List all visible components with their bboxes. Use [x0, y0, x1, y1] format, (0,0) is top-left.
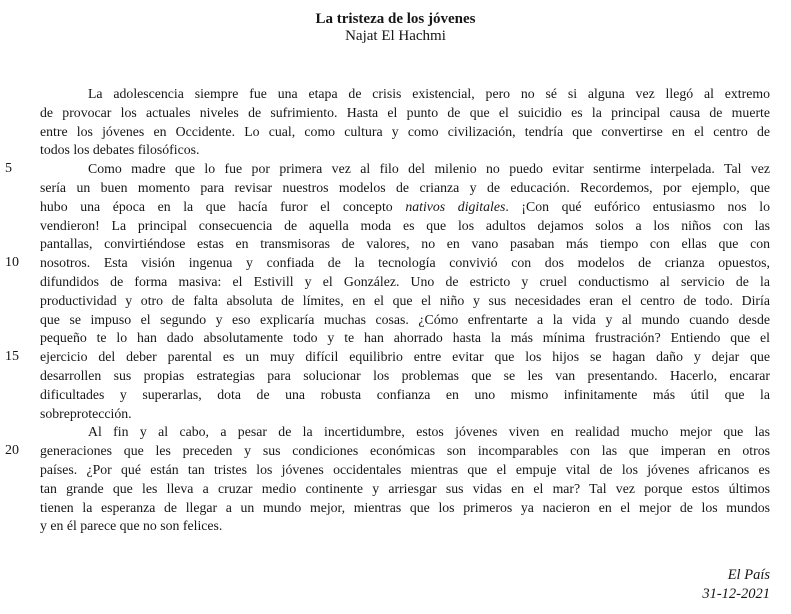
line-number	[0, 367, 40, 386]
line-text: ejercicio del deber parental es un muy difícil equilibrio entre evitar que los hijos se hagan daño y dejar que	[40, 349, 770, 365]
line-number: 10	[5, 255, 19, 271]
line-text: difundidos de forma masiva: el Estivill y el González. Uno de estricto y cruel conductismo al servicio de la	[40, 273, 770, 289]
text-body	[0, 85, 770, 536]
line-text: vendieron! La principal consecuencia de aquella moda es que los adultos dejamos solos a los niños con las	[40, 217, 770, 233]
line-text: tan grande que les lleva a cruzar medio continente y arriesgar sus vidas en el mar? Tal vez porque estos últimos	[40, 480, 770, 496]
line-number	[0, 386, 40, 405]
line-number	[0, 217, 40, 236]
line-number	[0, 499, 40, 518]
text-line	[0, 141, 770, 160]
text-line	[0, 480, 770, 499]
page-title: La tristeza de los jóvenes	[315, 11, 476, 27]
line-number	[0, 405, 40, 424]
line-number	[0, 104, 40, 123]
text-line	[0, 254, 770, 273]
line-number	[0, 179, 40, 198]
line-text: pequeño te lo han dado absolutamente todo y te han ahorrado hasta la más mínima frustración? Entiendo que el	[40, 330, 770, 346]
line-number	[0, 198, 40, 217]
source-date: 31-12-2021	[702, 586, 770, 603]
line-text: países. ¿Por qué están tan tristes los jóvenes occidentales mientras que el empuje vital de los jóvenes africanos es	[40, 461, 770, 477]
source-name: El País	[727, 567, 770, 584]
line-text: La adolescencia siempre fue una etapa de crisis existencial, pero no sé si alguna vez llegó al extremo	[88, 86, 770, 101]
line-text: sería un buen momento para revisar nuestros modelos de crianza y de educación. Recordemos, por ejemplo, que	[40, 179, 770, 195]
text-line	[0, 179, 770, 198]
line-text-segment: hubo una época en la que hacía furor el concepto	[40, 198, 406, 214]
line-number	[0, 141, 40, 160]
line-number	[0, 517, 40, 536]
text-line	[0, 405, 770, 424]
line-number	[0, 461, 40, 480]
text-line	[0, 442, 770, 461]
text-line	[0, 348, 770, 367]
text-line	[0, 160, 770, 179]
line-text: desarrollen sus propias estrategias para solucionar los problemas que se les van presentando. Hacerlo, encarar	[40, 367, 770, 383]
text-line	[0, 273, 770, 292]
line-number	[0, 273, 40, 292]
line-text: de provocar los actuales niveles de sufrimiento. Hasta el punto de que el suicidio es la principal causa de muerte	[40, 104, 770, 120]
line-text: productividad y otro de falta absoluta de límites, en el que el niño y sus necesidades eran el centro de todo. Diría	[40, 292, 770, 308]
text-line	[0, 198, 770, 217]
line-number: 5	[5, 161, 12, 177]
document-header	[0, 0, 791, 45]
text-line	[0, 217, 770, 236]
line-text: Al fin y al cabo, a pesar de la incertidumbre, estos jóvenes viven en realidad mucho mejor que las	[88, 424, 770, 440]
text-line	[0, 461, 770, 480]
line-text-segment: . ¡Con qué eufórico entusiasmo nos lo	[505, 198, 771, 214]
italic-term: nativos digitales	[405, 198, 506, 214]
text-line	[0, 311, 770, 330]
line-text: y en él parece que no son felices.	[40, 518, 223, 534]
text-line	[0, 386, 770, 405]
text-line	[0, 367, 770, 386]
text-line	[0, 499, 770, 518]
line-number	[0, 123, 40, 142]
line-number	[0, 329, 40, 348]
line-text: generaciones que les preceden y sus condiciones económicas son incomparables con las que imperan en otros	[40, 443, 770, 459]
line-number: 20	[5, 443, 19, 459]
line-number	[0, 85, 40, 104]
line-number	[0, 480, 40, 499]
line-text: dificultades y superarlas, dota de una robusta confianza en uno mismo infinitamente más útil que la	[40, 386, 770, 402]
text-line	[0, 85, 770, 104]
text-line	[0, 329, 770, 348]
text-line	[0, 292, 770, 311]
line-number: 15	[5, 349, 19, 365]
line-number	[0, 423, 40, 442]
text-line	[0, 104, 770, 123]
line-number	[0, 235, 40, 254]
text-line	[0, 517, 770, 536]
line-text: sobreprotección.	[40, 405, 132, 421]
line-text: nosotros. Esta visión ingenua y confiada de la tecnología convivió con dos modelos de crianza opuestos,	[40, 255, 770, 271]
line-text: Como madre que lo fue por primera vez al filo del milenio no puedo evitar sentirme interpelada. Tal vez	[88, 161, 770, 177]
author-name: Najat El Hachmi	[345, 28, 446, 44]
line-number	[0, 311, 40, 330]
text-line	[0, 235, 770, 254]
line-text: entre los jóvenes en Occidente. Lo cual, como cultura y como civilización, tendría que convertirse en el centro de	[40, 123, 770, 139]
line-text: que se impuso el segundo y eso explicaría muchas cosas. ¿Cómo enfrentarte a la vida y al mundo cuando desde	[40, 311, 770, 327]
line-text	[40, 198, 770, 217]
line-text: pantallas, convirtiéndose estas en transmisoras de valores, no en vano pasaban más tiempo con ellas que con	[40, 236, 770, 252]
line-text: todos los debates filosóficos.	[40, 142, 200, 158]
line-number	[0, 292, 40, 311]
text-line	[0, 123, 770, 142]
source-attribution	[0, 566, 770, 604]
text-line	[0, 423, 770, 442]
line-text: tienen la esperanza de llegar a un mundo mejor, mientras que los primeros ya nacieron en el mejor de los mundos	[40, 499, 770, 515]
